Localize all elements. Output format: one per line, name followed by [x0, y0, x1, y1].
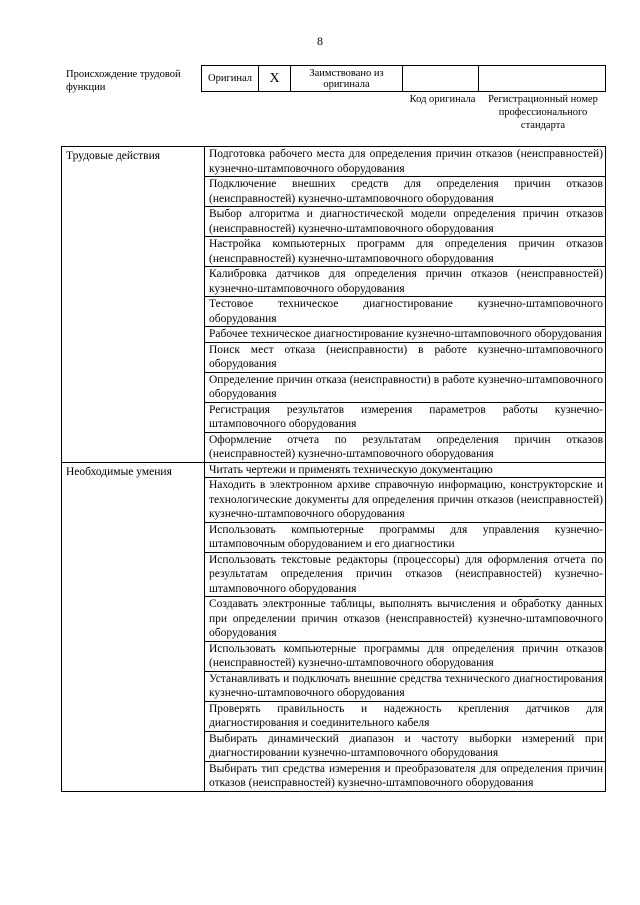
section-item: Определение причин отказа (неисправности) в работе кузнечно-штамповочного оборудования: [205, 372, 606, 402]
section-item: Устанавливать и подключать внешние средства технического диагностирования кузнечно-штамповочного оборудования: [205, 671, 606, 701]
section-item: Использовать текстовые редакторы (процессоры) для оформления отчета по результатам определения причин отказов (неисправностей) кузнечно-штамповочного оборудования: [205, 552, 606, 597]
registration-number-caption: Регистрационный номер профессионального стандарта: [488, 94, 598, 131]
section-item: Подготовка рабочего места для определения причин отказов (неисправностей) кузнечно-штамповочного оборудования: [205, 147, 606, 177]
section-item: Находить в электронном архиве справочную информацию, конструкторские и технологические документы для определения причин отказов (неисправностей) кузнечно-штамповочного оборудования: [205, 478, 606, 523]
section-item: Использовать компьютерные программы для определения причин отказов (неисправностей) кузнечно-штамповочного оборудования: [205, 641, 606, 671]
section-item: Оформление отчета по результатам определения причин отказов (неисправностей) кузнечно-штамповочного оборудования: [205, 432, 606, 462]
section-item: Читать чертежи и применять техническую документацию: [205, 462, 606, 478]
labor-function-table: [61, 146, 606, 792]
section-item: Подключение внешних средств для определения причин отказов (неисправностей) кузнечно-штамповочного оборудования: [205, 177, 606, 207]
section-label: Необходимые умения: [62, 462, 205, 791]
borrowed-cell: Заимствовано из оригинала: [291, 66, 403, 92]
section-item: Настройка компьютерных программ для определения причин отказов (неисправностей) кузнечно-штамповочного оборудования: [205, 237, 606, 267]
table-row: [62, 462, 606, 478]
section-item: Регистрация результатов измерения параметров работы кузнечно-штамповочного оборудования: [205, 402, 606, 432]
section-item: Создавать электронные таблицы, выполнять вычисления и обработку данных при определении причин отказов (неисправностей) кузнечно-штамповочного оборудования: [205, 597, 606, 642]
original-mark: X: [259, 66, 291, 92]
original-code-caption: Код оригинала: [409, 94, 476, 105]
page-number: 8: [317, 34, 323, 48]
origin-table: [201, 65, 606, 92]
section-item: Выбирать динамический диапазон и частоту выборки измерений при диагностировании кузнечно-штамповочного оборудования: [205, 731, 606, 761]
section-item: Использовать компьютерные программы для управления кузнечно-штамповочным оборудованием и его диагностики: [205, 522, 606, 552]
original-cell: Оригинал: [202, 66, 259, 92]
section-item: Поиск мест отказа (неисправности) в работе кузнечно-штамповочного оборудования: [205, 342, 606, 372]
section-item: Рабочее техническое диагностирование кузнечно-штамповочного оборудования: [205, 327, 606, 343]
origin-label: Происхождение трудовой функции: [66, 69, 181, 93]
registration-number-cell: [479, 66, 606, 92]
section-item: Выбор алгоритма и диагностической модели определения причин отказов (неисправностей) кузнечно-штамповочного оборудования: [205, 207, 606, 237]
section-item: Калибровка датчиков для определения причин отказов (неисправностей) кузнечно-штамповочного оборудования: [205, 267, 606, 297]
original-code-cell: [403, 66, 479, 92]
table-row: [62, 147, 606, 177]
section-item: Выбирать тип средства измерения и преобразователя для определения причин отказов (неисправностей) кузнечно-штамповочного оборудования: [205, 761, 606, 791]
section-item: Тестовое техническое диагностирование кузнечно-штамповочного оборудования: [205, 297, 606, 327]
section-item: Проверять правильность и надежность крепления датчиков для диагностирования и соединительного кабеля: [205, 701, 606, 731]
section-label: Трудовые действия: [62, 147, 205, 463]
